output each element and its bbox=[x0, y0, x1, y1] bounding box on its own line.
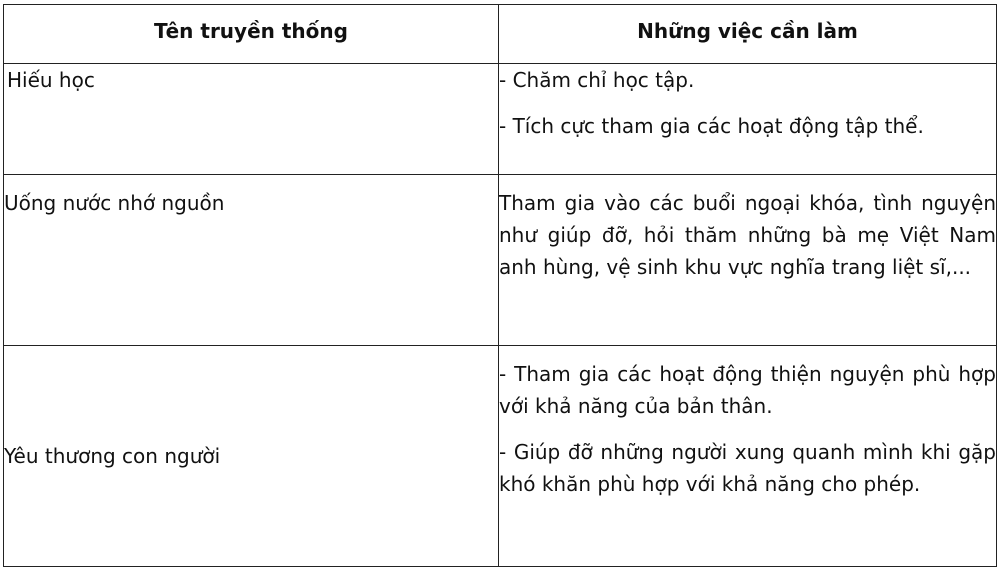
traditions-table bbox=[3, 4, 997, 567]
table-row bbox=[4, 175, 997, 346]
task-item: Tham gia vào các buổi ngoại khóa, tình nguyện như giúp đỡ, hỏi thăm những bà mẹ Việt Nam anh hùng, vệ sinh khu vực nghĩa trang liệt sĩ,... bbox=[499, 191, 996, 279]
tradition-name-cell bbox=[4, 346, 499, 567]
header-things-to-do bbox=[499, 5, 997, 64]
tradition-name: Hiếu học bbox=[7, 68, 95, 92]
header-tradition-name-text: Tên truyền thống bbox=[154, 19, 348, 43]
task-item: - Chăm chỉ học tập. bbox=[499, 68, 695, 92]
tasks-cell bbox=[499, 175, 997, 346]
tradition-name-cell bbox=[4, 175, 499, 346]
tradition-name: Uống nước nhớ nguồn bbox=[4, 191, 225, 215]
table-row bbox=[4, 346, 997, 567]
tasks-cell bbox=[499, 64, 997, 175]
header-tradition-name bbox=[4, 5, 499, 64]
table-row bbox=[4, 64, 997, 175]
task-item: - Tham gia các hoạt động thiện nguyện phù hợp với khả năng của bản thân. bbox=[499, 362, 996, 418]
task-item: - Tích cực tham gia các hoạt động tập thể. bbox=[499, 114, 924, 138]
header-things-to-do-text: Những việc cần làm bbox=[637, 19, 858, 43]
task-item: - Giúp đỡ những người xung quanh mình khi gặp khó khăn phù hợp với khả năng cho phép. bbox=[499, 440, 996, 496]
tradition-name-cell bbox=[4, 64, 499, 175]
tradition-name: Yêu thương con người bbox=[4, 444, 221, 468]
header-row bbox=[4, 5, 997, 64]
tasks-cell bbox=[499, 346, 997, 567]
